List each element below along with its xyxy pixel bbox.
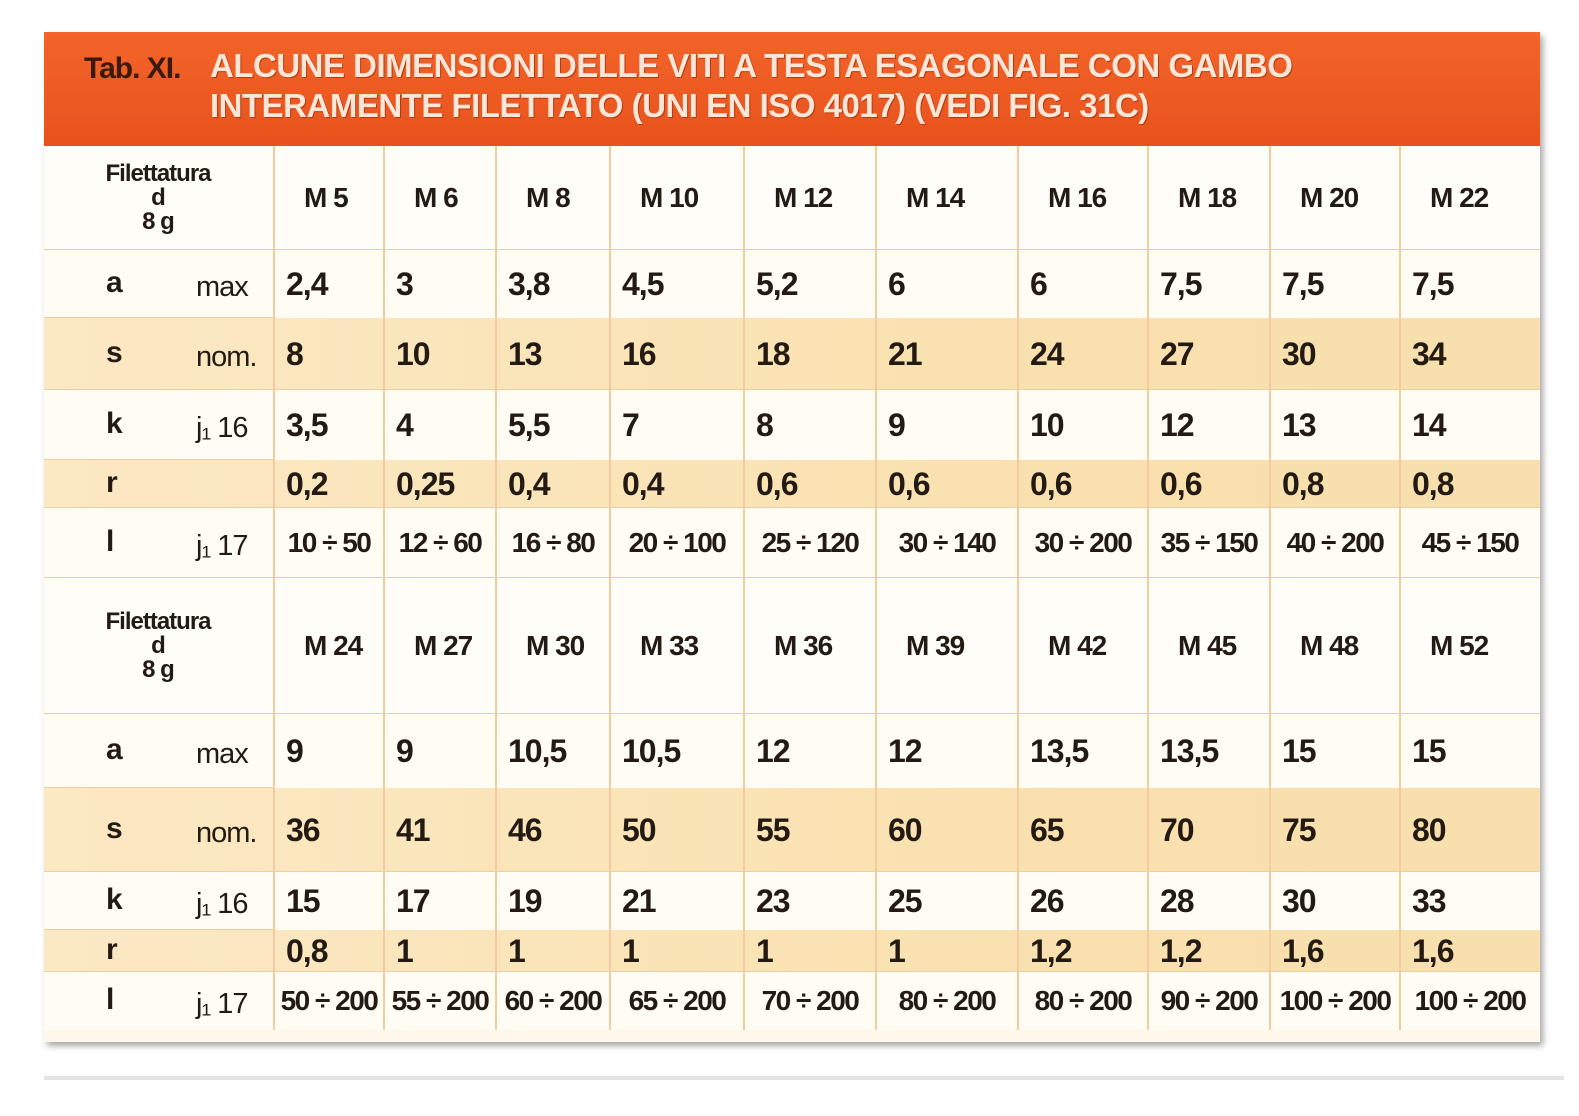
value-cell: 50 xyxy=(622,811,656,848)
column-divider xyxy=(1399,146,1401,1030)
row-a xyxy=(44,714,1540,788)
row-qualifier: j₁ 17 xyxy=(196,530,248,562)
value-cell: 7,5 xyxy=(1160,265,1202,302)
row-r xyxy=(44,460,1540,508)
column-divider xyxy=(273,146,275,1030)
row-s xyxy=(44,318,1540,390)
row-qualifier: j₁ 17 xyxy=(196,988,248,1020)
value-cell: 12 xyxy=(1160,406,1194,443)
value-cell: 23 xyxy=(756,882,790,919)
size-cell: M 39 xyxy=(906,630,965,661)
value-cell: 13,5 xyxy=(1160,732,1219,769)
value-cell: 5,2 xyxy=(756,265,798,302)
size-cell: M 48 xyxy=(1300,630,1359,661)
thread-label-line2: d xyxy=(151,632,165,659)
value-cell: 13 xyxy=(508,335,542,372)
value-cell: 3,8 xyxy=(508,265,550,302)
row-l xyxy=(44,972,1540,1030)
value-cell: 90 ÷ 200 xyxy=(1160,985,1258,1016)
value-cell: 100 ÷ 200 xyxy=(1279,985,1391,1016)
value-cell: 1 xyxy=(508,932,525,969)
value-cell: 0,8 xyxy=(1282,465,1324,502)
value-cell: 9 xyxy=(396,732,413,769)
value-cell: 20 ÷ 100 xyxy=(628,527,726,558)
table-card xyxy=(44,32,1540,1042)
size-cell: M 8 xyxy=(526,182,570,213)
value-cell: 36 xyxy=(286,811,320,848)
size-cell: M 6 xyxy=(414,182,458,213)
thread-label xyxy=(78,610,238,682)
dimensions-table xyxy=(44,146,1540,1042)
thread-label-line1: Filettatura xyxy=(105,160,211,187)
value-cell: 1 xyxy=(888,932,905,969)
size-cell: M 10 xyxy=(640,182,699,213)
value-cell: 0,6 xyxy=(1030,465,1072,502)
row-k xyxy=(44,390,1540,460)
value-cell: 1,2 xyxy=(1030,932,1072,969)
size-cell: M 24 xyxy=(304,630,363,661)
column-divider xyxy=(383,146,385,1030)
size-header-row xyxy=(44,578,1540,714)
value-cell: 7,5 xyxy=(1412,265,1454,302)
size-cell: M 16 xyxy=(1048,182,1107,213)
size-cell: M 42 xyxy=(1048,630,1107,661)
size-cell: M 45 xyxy=(1178,630,1237,661)
column-divider xyxy=(875,146,877,1030)
value-cell: 34 xyxy=(1412,335,1446,372)
value-cell: 70 ÷ 200 xyxy=(761,985,859,1016)
value-cell: 21 xyxy=(888,335,922,372)
value-cell: 30 xyxy=(1282,335,1316,372)
size-cell: M 12 xyxy=(774,182,833,213)
value-cell: 60 xyxy=(888,811,922,848)
row-symbol: l xyxy=(106,525,115,558)
column-divider xyxy=(1017,146,1019,1030)
value-cell: 1 xyxy=(622,932,639,969)
value-cell: 10 xyxy=(396,335,430,372)
value-cell: 65 ÷ 200 xyxy=(628,985,726,1016)
row-symbol: s xyxy=(106,336,123,369)
size-cell: M 52 xyxy=(1430,630,1489,661)
value-cell: 10 ÷ 50 xyxy=(287,527,371,558)
row-k xyxy=(44,872,1540,930)
thread-label xyxy=(78,162,238,234)
value-cell: 25 xyxy=(888,882,922,919)
value-cell: 70 xyxy=(1160,811,1194,848)
value-cell: 28 xyxy=(1160,882,1194,919)
value-cell: 0,6 xyxy=(756,465,798,502)
value-cell: 60 ÷ 200 xyxy=(504,985,602,1016)
value-cell: 13,5 xyxy=(1030,732,1089,769)
value-cell: 4,5 xyxy=(622,265,664,302)
column-divider xyxy=(1269,146,1271,1030)
size-cell: M 14 xyxy=(906,182,965,213)
value-cell: 55 ÷ 200 xyxy=(391,985,489,1016)
table-title xyxy=(210,46,1510,126)
value-cell: 10,5 xyxy=(508,732,567,769)
column-divider xyxy=(495,146,497,1030)
row-symbol: l xyxy=(106,983,115,1016)
thread-label-line1: Filettatura xyxy=(105,608,211,635)
value-cell: 8 xyxy=(756,406,773,443)
value-cell: 33 xyxy=(1412,882,1446,919)
size-cell: M 5 xyxy=(304,182,348,213)
value-cell: 5,5 xyxy=(508,406,550,443)
value-cell: 65 xyxy=(1030,811,1064,848)
value-cell: 80 ÷ 200 xyxy=(898,985,996,1016)
size-cell: M 33 xyxy=(640,630,699,661)
value-cell: 46 xyxy=(508,811,542,848)
value-cell: 16 ÷ 80 xyxy=(511,527,595,558)
row-s xyxy=(44,788,1540,872)
value-cell: 3,5 xyxy=(286,406,328,443)
value-cell: 50 ÷ 200 xyxy=(280,985,378,1016)
value-cell: 7,5 xyxy=(1282,265,1324,302)
value-cell: 15 xyxy=(286,882,320,919)
value-cell: 6 xyxy=(888,265,905,302)
value-cell: 0,6 xyxy=(888,465,930,502)
row-symbol: a xyxy=(106,733,123,766)
size-header-row xyxy=(44,146,1540,250)
value-cell: 3 xyxy=(396,265,413,302)
value-cell: 9 xyxy=(286,732,303,769)
size-cell: M 22 xyxy=(1430,182,1489,213)
thread-label-line3: 8 g xyxy=(142,208,174,235)
value-cell: 6 xyxy=(1030,265,1047,302)
value-cell: 12 xyxy=(756,732,790,769)
value-cell: 0,4 xyxy=(508,465,550,502)
column-divider xyxy=(1147,146,1149,1030)
page-divider xyxy=(44,1076,1564,1080)
row-qualifier: max xyxy=(196,738,248,770)
value-cell: 14 xyxy=(1412,406,1446,443)
row-r xyxy=(44,930,1540,972)
value-cell: 7 xyxy=(622,406,639,443)
value-cell: 8 xyxy=(286,335,303,372)
value-cell: 17 xyxy=(396,882,430,919)
value-cell: 1,6 xyxy=(1412,932,1454,969)
row-symbol: r xyxy=(106,466,118,499)
row-a xyxy=(44,250,1540,318)
value-cell: 0,6 xyxy=(1160,465,1202,502)
table-title-line2: INTERAMENTE FILETTATO (UNI EN ISO 4017) (VEDI FIG. 31C) xyxy=(210,87,1149,124)
value-cell: 9 xyxy=(888,406,905,443)
value-cell: 41 xyxy=(396,811,430,848)
value-cell: 80 xyxy=(1412,811,1446,848)
value-cell: 27 xyxy=(1160,335,1194,372)
value-cell: 0,25 xyxy=(396,465,455,502)
row-symbol: s xyxy=(106,812,123,845)
value-cell: 12 ÷ 60 xyxy=(398,527,482,558)
value-cell: 35 ÷ 150 xyxy=(1160,527,1258,558)
value-cell: 16 xyxy=(622,335,656,372)
value-cell: 18 xyxy=(756,335,790,372)
row-l xyxy=(44,508,1540,578)
value-cell: 10,5 xyxy=(622,732,681,769)
value-cell: 30 ÷ 140 xyxy=(898,527,996,558)
value-cell: 2,4 xyxy=(286,265,328,302)
value-cell: 15 xyxy=(1412,732,1446,769)
size-cell: M 30 xyxy=(526,630,585,661)
value-cell: 1,6 xyxy=(1282,932,1324,969)
value-cell: 0,8 xyxy=(286,932,328,969)
value-cell: 0,4 xyxy=(622,465,664,502)
value-cell: 1,2 xyxy=(1160,932,1202,969)
value-cell: 19 xyxy=(508,882,542,919)
value-cell: 12 xyxy=(888,732,922,769)
value-cell: 15 xyxy=(1282,732,1316,769)
value-cell: 80 ÷ 200 xyxy=(1034,985,1132,1016)
value-cell: 100 ÷ 200 xyxy=(1414,985,1526,1016)
value-cell: 40 ÷ 200 xyxy=(1286,527,1384,558)
value-cell: 0,8 xyxy=(1412,465,1454,502)
row-qualifier: max xyxy=(196,271,248,303)
size-cell: M 18 xyxy=(1178,182,1237,213)
column-divider xyxy=(609,146,611,1030)
value-cell: 26 xyxy=(1030,882,1064,919)
thread-label-line3: 8 g xyxy=(142,656,174,683)
table-number: Tab. XI. xyxy=(84,52,181,85)
size-cell: M 20 xyxy=(1300,182,1359,213)
value-cell: 45 ÷ 150 xyxy=(1421,527,1519,558)
thread-label-line2: d xyxy=(151,184,165,211)
column-divider xyxy=(743,146,745,1030)
value-cell: 13 xyxy=(1282,406,1316,443)
value-cell: 10 xyxy=(1030,406,1064,443)
table-header xyxy=(44,32,1540,146)
row-symbol: k xyxy=(106,407,123,440)
value-cell: 1 xyxy=(396,932,413,969)
row-qualifier: j₁ 16 xyxy=(196,412,248,444)
row-qualifier: j₁ 16 xyxy=(196,888,248,920)
value-cell: 24 xyxy=(1030,335,1064,372)
row-symbol: k xyxy=(106,883,123,916)
value-cell: 30 xyxy=(1282,882,1316,919)
row-symbol: a xyxy=(106,266,123,299)
size-cell: M 27 xyxy=(414,630,473,661)
size-cell: M 36 xyxy=(774,630,833,661)
value-cell: 1 xyxy=(756,932,773,969)
value-cell: 75 xyxy=(1282,811,1316,848)
value-cell: 25 ÷ 120 xyxy=(761,527,859,558)
row-qualifier: nom. xyxy=(196,341,257,373)
value-cell: 0,2 xyxy=(286,465,328,502)
table-title-line1: ALCUNE DIMENSIONI DELLE VITI A TESTA ESAGONALE CON GAMBO xyxy=(210,47,1293,84)
value-cell: 55 xyxy=(756,811,790,848)
value-cell: 4 xyxy=(396,406,413,443)
value-cell: 21 xyxy=(622,882,656,919)
value-cell: 30 ÷ 200 xyxy=(1034,527,1132,558)
row-qualifier: nom. xyxy=(196,817,257,849)
row-symbol: r xyxy=(106,933,118,966)
